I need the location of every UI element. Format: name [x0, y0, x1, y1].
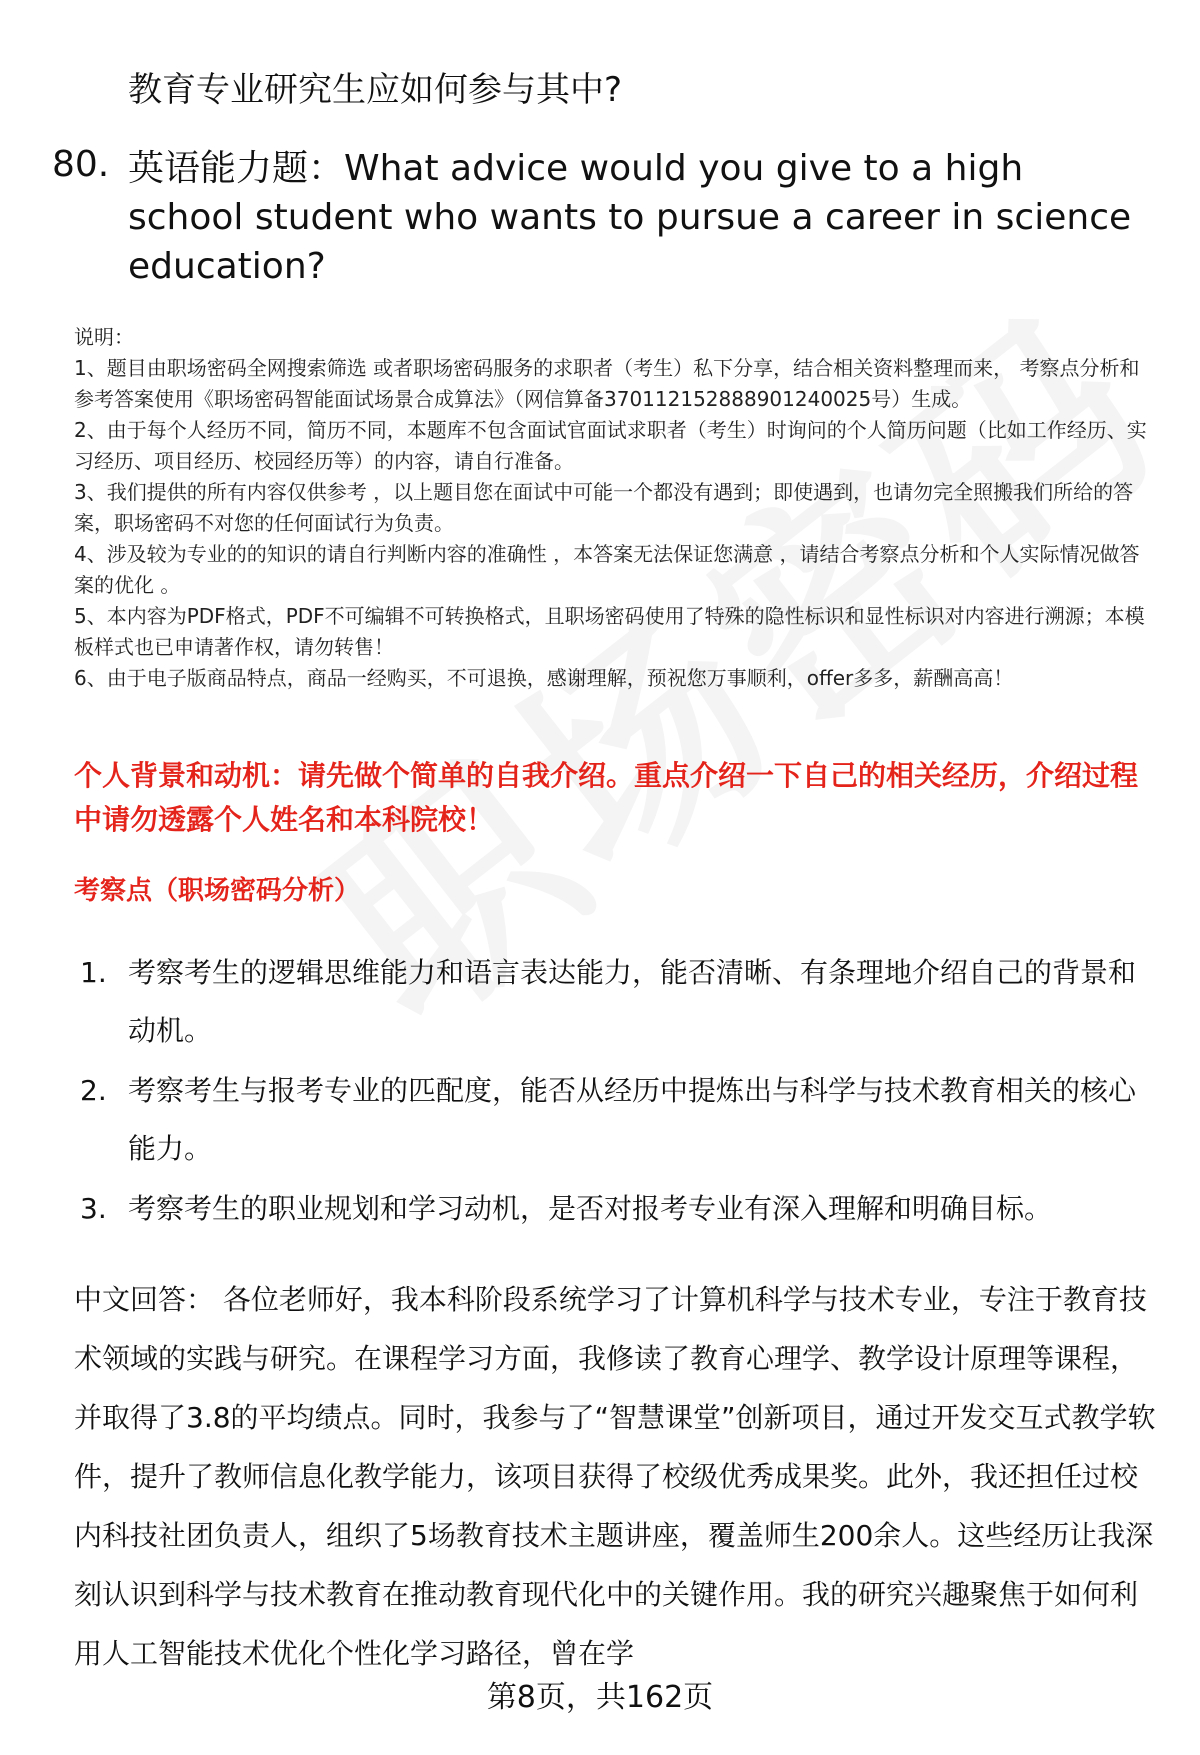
- notes-item: 6、由于电子版商品特点，商品一经购买，不可退换，感谢理解，预祝您万事顺利，offer多多，薪酬高高！: [74, 666, 1014, 690]
- analysis-point: [80, 944, 1160, 1060]
- point-number: 2.: [80, 1074, 107, 1107]
- analysis-point: [80, 1062, 1160, 1178]
- section-question: 个人背景和动机：请先做个简单的自我介绍。重点介绍一下自己的相关经历，介绍过程中请勿透露个人姓名和本科院校！: [74, 759, 1139, 836]
- question-number: 80.: [52, 144, 110, 185]
- page-footer: 第8页，共162页: [486, 1680, 714, 1715]
- analysis-heading: 考察点（职场密码分析）: [74, 876, 361, 906]
- notes-item: 5、本内容为PDF格式，PDF不可编辑不可转换格式，且职场密码使用了特殊的隐性标识和显性标识对内容进行溯源；本模板样式也已申请著作权，请勿转售！: [74, 604, 1145, 659]
- notes-item: 3、我们提供的所有内容仅供参考 ，以上题目您在面试中可能一个都没有遇到；即使遇到，也请勿完全照搬我们所给的答案，职场密码不对您的任何面试行为负责。: [74, 480, 1134, 535]
- notes-item: 2、由于每个人经历不同，简历不同，本题库不包含面试官面试求职者（考生）时询问的个人简历问题（比如工作经历、实习经历、项目经历、校园经历等）的内容，请自行准备。: [74, 418, 1147, 473]
- question-continuation: 教育专业研究生应如何参与其中?: [128, 70, 623, 110]
- analysis-point: [80, 1180, 1160, 1238]
- question-text: 英语能力题：What advice would you give to a high school student who wants to pursue a career in science education?: [128, 148, 1132, 287]
- notes-block: [74, 322, 1154, 694]
- point-number: 1.: [80, 956, 107, 989]
- point-text: 考察考生的逻辑思维能力和语言表达能力，能否清晰、有条理地介绍自己的背景和动机。: [128, 956, 1137, 1047]
- analysis-points: [80, 944, 1160, 1240]
- point-text: 考察考生的职业规划和学习动机，是否对报考专业有深入理解和明确目标。: [128, 1192, 1053, 1225]
- point-text: 考察考生与报考专业的匹配度，能否从经历中提炼出与科学与技术教育相关的核心能力。: [128, 1074, 1137, 1165]
- notes-title: 说明：: [74, 325, 134, 349]
- notes-item: 4、涉及较为专业的的知识的请自行判断内容的准确性 ，本答案无法保证您满意 ，请结合考察点分析和个人实际情况做答案的优化 。: [74, 542, 1140, 597]
- point-number: 3.: [80, 1192, 107, 1225]
- answer-text: 中文回答： 各位老师好，我本科阶段系统学习了计算机科学与技术专业，专注于教育技术领域的实践与研究。在课程学习方面，我修读了教育心理学、教学设计原理等课程，并取得了3.8的平均绩点。同时，我参与了“智慧课堂”创新项目，通过开发交互式教学软件，提升了教师信息化教学能力，该项目获得了校级优秀成果奖。此外，我还担任过校内科技社团负责人，组织了5场教育技术主题讲座，覆盖师生200余人。这些经历让我深刻认识到科学与技术教育在推动教育现代化中的关键作用。我的研究兴趣聚焦于如何利用人工智能技术优化个性化学习路径，曾在学: [74, 1283, 1156, 1670]
- notes-item: 1、题目由职场密码全网搜索筛选 或者职场密码服务的求职者（考生）私下分享，结合相关资料整理而来， 考察点分析和参考答案使用《职场密码智能面试场景合成算法》（网信算备370112152888901240025号）生成。: [74, 356, 1140, 411]
